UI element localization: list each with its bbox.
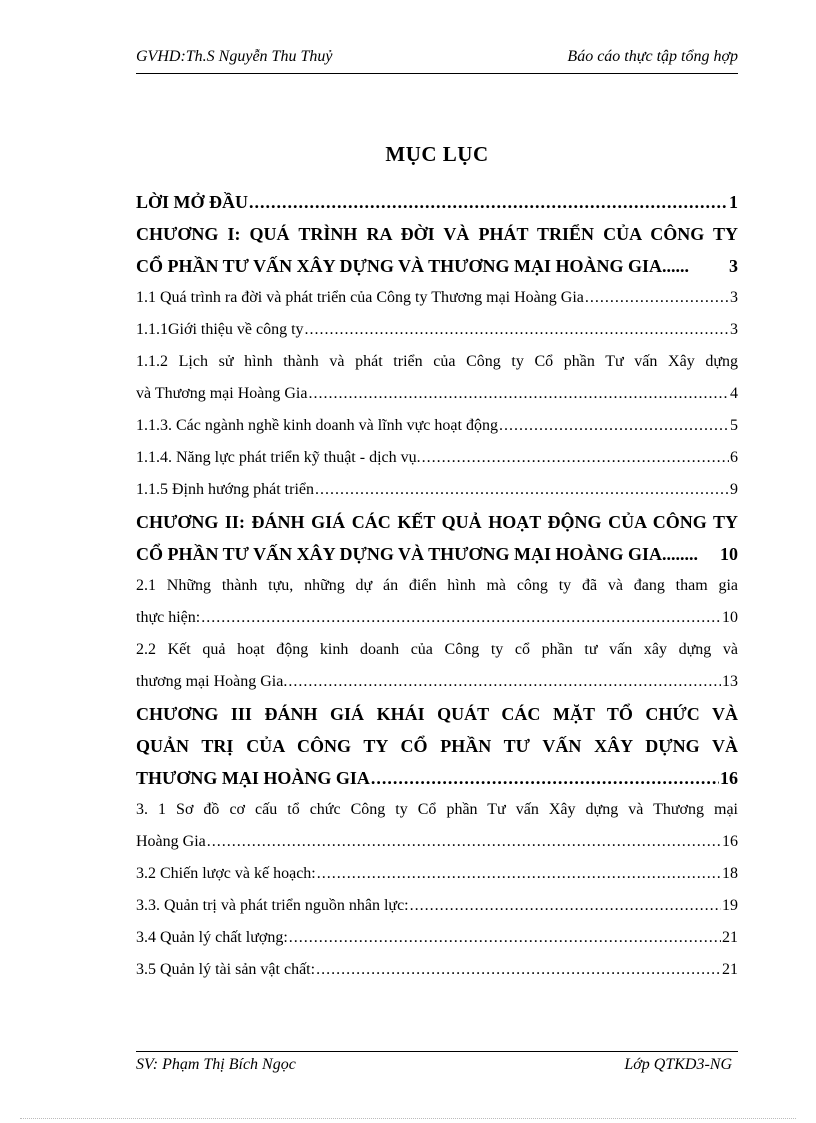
- toc-entry-text: CỔ PHẦN TƯ VẤN XÂY DỰNG VÀ THƯƠNG MẠI HOÀNG GIA........: [136, 544, 699, 564]
- toc-entry-text: QUẢN TRỊ CỦA CÔNG TY CỔ PHẦN TƯ VẤN XÂY DỰNG VÀ: [136, 736, 738, 756]
- toc-entry[interactable]: [136, 794, 738, 858]
- toc-entry-text: và Thương mại Hoàng Gia: [136, 385, 308, 402]
- toc-entry[interactable]: [136, 954, 738, 986]
- toc-entry-text: 2.2 Kết quả hoạt động kinh doanh của Công ty cổ phần tư vấn xây dựng và: [136, 641, 738, 658]
- footer-class: Lớp QTKD3-NG: [624, 1056, 732, 1073]
- page-title: MỤC LỤC: [385, 142, 489, 166]
- toc-page-number: 13: [722, 673, 738, 690]
- toc-entry-text: 1.1.5 Định hướng phát triển: [136, 481, 314, 498]
- toc-leader: [249, 186, 728, 218]
- toc-entry-text: CHƯƠNG III ĐÁNH GIÁ KHÁI QUÁT CÁC MẶT TỔ CHỨC VÀ: [136, 704, 738, 724]
- toc-entry[interactable]: [136, 506, 738, 570]
- toc-entry-text: 3.5 Quản lý tài sản vật chất:: [136, 961, 316, 978]
- toc-entry[interactable]: [136, 858, 738, 890]
- toc-entry-text: 2.1 Những thành tựu, những dự án điển hình mà công ty đã và đang tham gia: [136, 577, 738, 594]
- toc-entry[interactable]: [136, 186, 738, 218]
- toc-page-number: 19: [722, 897, 738, 914]
- toc-entry-text: CHƯƠNG I: QUÁ TRÌNH RA ĐỜI VÀ PHÁT TRIỂN CỦA CÔNG TY: [136, 224, 738, 244]
- page-edge: [20, 1118, 796, 1119]
- toc-leader: [201, 602, 721, 634]
- toc-entry[interactable]: [136, 634, 738, 698]
- toc-leader: [288, 666, 721, 698]
- footer-student: SV: Phạm Thị Bích Ngọc: [136, 1056, 296, 1073]
- toc-entry[interactable]: [136, 474, 738, 506]
- toc-page-number: 6: [730, 449, 738, 466]
- toc-entry-text: 1.1.4. Năng lực phát triển kỹ thuật - dịch vụ.: [136, 449, 421, 466]
- toc-page-number: 10: [722, 609, 738, 626]
- toc-leader: [410, 890, 721, 922]
- toc-page-number: 16: [722, 833, 738, 850]
- toc-page-number: 1: [729, 192, 738, 212]
- toc-entry-text: 1.1.2 Lịch sử hình thành và phát triển của Công ty Cổ phần Tư vấn Xây dựng: [136, 353, 738, 370]
- toc-entry-text: LỜI MỞ ĐẦU: [136, 192, 248, 212]
- toc-page-number: 3: [730, 321, 738, 338]
- toc-leader: [316, 954, 721, 986]
- toc-entry-text: Hoàng Gia: [136, 833, 206, 850]
- toc-entry[interactable]: [136, 890, 738, 922]
- toc-entry-text: thương mại Hoàng Gia.: [136, 673, 288, 690]
- toc-entry-text: 1.1.1Giới thiệu về công ty: [136, 321, 304, 338]
- toc-page-number: 9: [730, 481, 738, 498]
- toc-entry-text: CHƯƠNG II: ĐÁNH GIÁ CÁC KẾT QUẢ HOẠT ĐỘNG CỦA CÔNG TY: [136, 512, 738, 532]
- toc-page-number: 3: [730, 289, 738, 306]
- toc-entry-text: 3.3. Quản trị và phát triển nguồn nhân lực:: [136, 897, 409, 914]
- toc-page-number: 5: [730, 417, 738, 434]
- toc-page-number: 21: [722, 929, 738, 946]
- toc-entry[interactable]: [136, 922, 738, 954]
- toc-entry[interactable]: [136, 410, 738, 442]
- toc-leader: [315, 474, 729, 506]
- header-divider: [136, 73, 738, 74]
- toc-entry[interactable]: [136, 570, 738, 634]
- toc-entry-text: 1.1.3. Các ngành nghề kinh doanh và lĩnh vực hoạt động: [136, 417, 498, 434]
- toc-leader: [317, 858, 721, 890]
- toc-entry[interactable]: [136, 442, 738, 474]
- toc-page-number: 18: [722, 865, 738, 882]
- toc-entry-text: 3.2 Chiến lược và kế hoạch:: [136, 865, 316, 882]
- header-advisor: GVHD:Th.S Nguyễn Thu Thuỷ: [136, 48, 333, 65]
- header-report-title: Báo cáo thực tập tổng hợp: [567, 48, 738, 65]
- toc-leader: [289, 922, 721, 954]
- toc-entry[interactable]: [136, 282, 738, 314]
- toc-page-number: 10: [720, 544, 738, 564]
- toc-entry[interactable]: [136, 314, 738, 346]
- toc-entry[interactable]: [136, 698, 738, 794]
- table-of-contents: [136, 186, 738, 986]
- toc-leader: [305, 314, 729, 346]
- toc-entry-text: 1.1 Quá trình ra đời và phát triển của Công ty Thương mại Hoàng Gia: [136, 289, 584, 306]
- toc-page-number: 21: [722, 961, 738, 978]
- toc-leader: [207, 826, 721, 858]
- toc-page-number: 3: [729, 256, 738, 276]
- toc-page-number: 16: [720, 768, 738, 788]
- toc-entry-text: thực hiện:: [136, 609, 201, 626]
- toc-leader: [585, 282, 729, 314]
- page-footer: [136, 1056, 732, 1078]
- toc-leader: [308, 378, 729, 410]
- toc-leader: [422, 442, 729, 474]
- toc-leader: [371, 762, 719, 794]
- toc-page-number: 4: [730, 385, 738, 402]
- toc-entry-text: THƯƠNG MẠI HOÀNG GIA: [136, 768, 370, 788]
- footer-divider: [136, 1051, 738, 1052]
- toc-leader: [499, 410, 729, 442]
- toc-entry-text: CỔ PHẦN TƯ VẤN XÂY DỰNG VÀ THƯƠNG MẠI HOÀNG GIA......: [136, 256, 690, 276]
- toc-entry-text: 3.4 Quản lý chất lượng:: [136, 929, 288, 946]
- toc-entry-text: 3. 1 Sơ đồ cơ cấu tổ chức Công ty Cổ phần Tư vấn Xây dựng và Thương mại: [136, 801, 738, 818]
- toc-entry[interactable]: [136, 346, 738, 410]
- toc-entry[interactable]: [136, 218, 738, 282]
- page-header: [136, 48, 738, 72]
